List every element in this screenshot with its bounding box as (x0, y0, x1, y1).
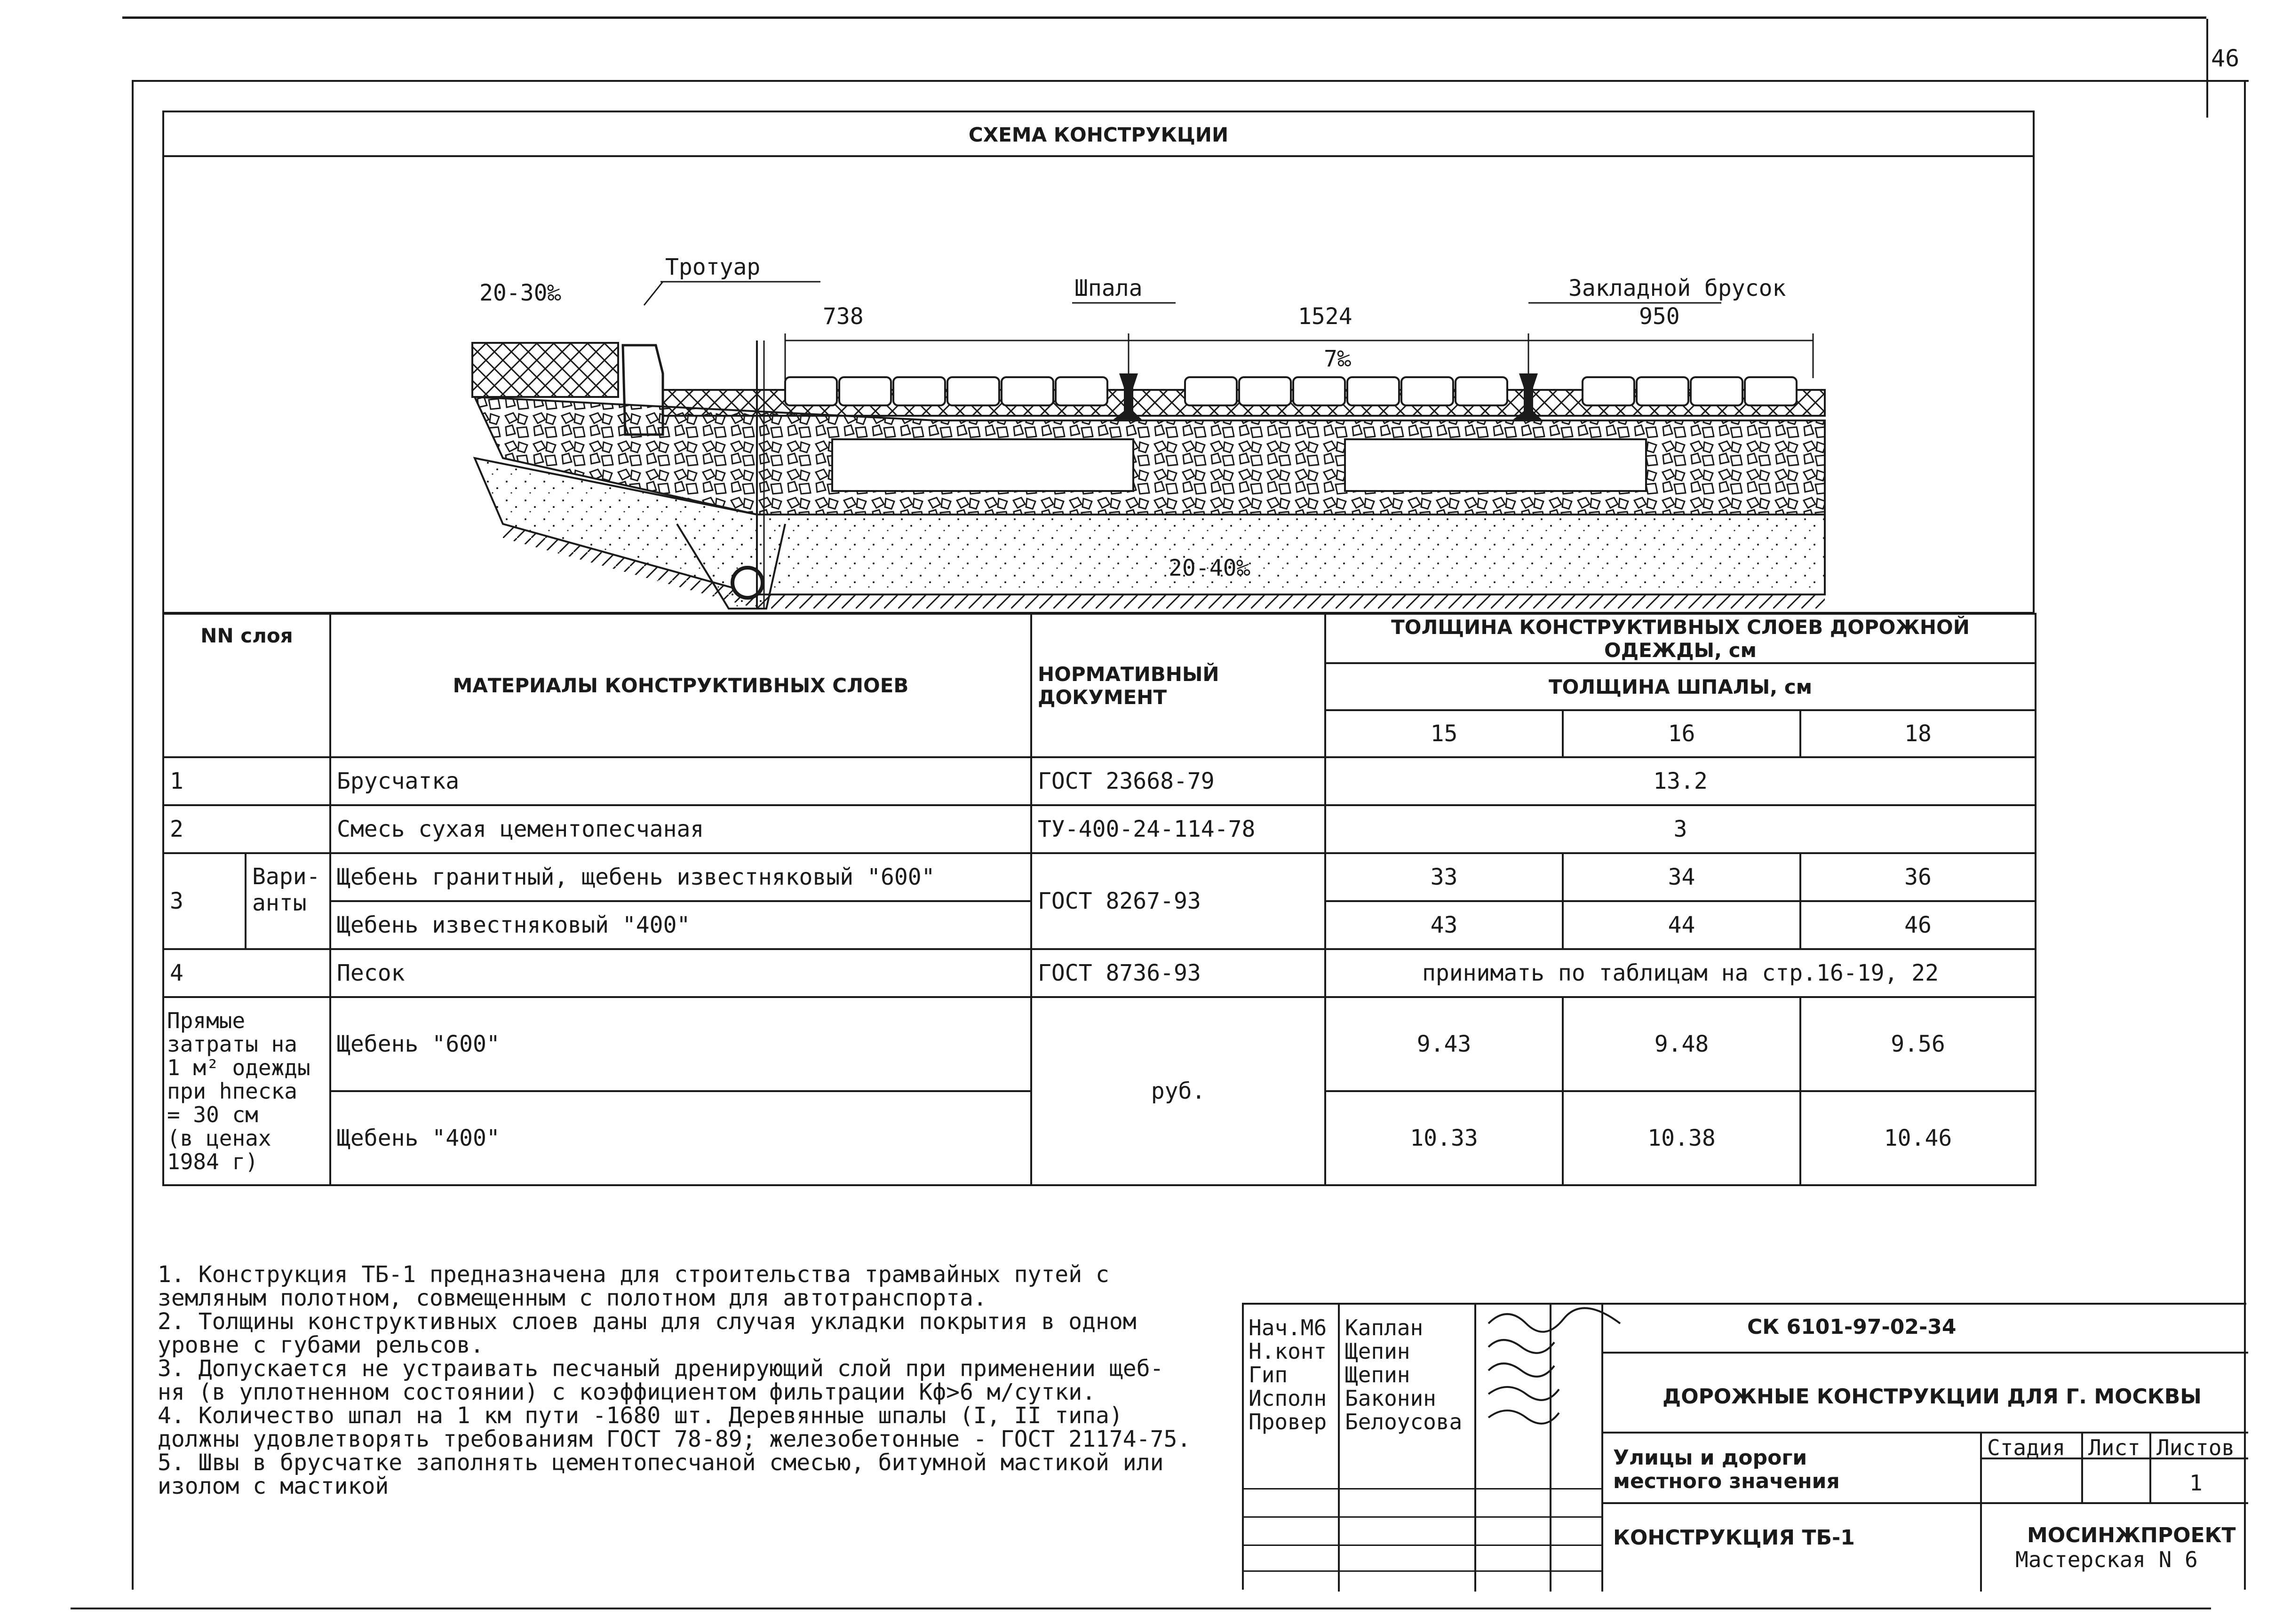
layer-material: Щебень известняковый "400" (330, 901, 1031, 949)
layer-doc: ГОСТ 8736-93 (1031, 949, 1325, 997)
note-line: должны удовлетворять требованиям ГОСТ 78-89; железобетонные - ГОСТ 21174-75. (158, 1426, 1191, 1452)
person-name: Каплан (1345, 1315, 1424, 1340)
table-row (163, 805, 2036, 853)
sidewalk-slope-label: 20-30‰ (479, 280, 561, 306)
frame-top-line (122, 16, 2206, 19)
thickness-15: 33 (1325, 853, 1563, 901)
header-15: 15 (1325, 710, 1563, 757)
cost-18: 10.46 (1800, 1091, 2036, 1185)
variants-label: Вари-анты (246, 853, 330, 949)
workshop-name: Мастерская N 6 (2015, 1547, 2198, 1572)
layer-thickness: принимать по таблицам на стр.16-19, 22 (1325, 949, 2036, 997)
stage-label: Стадия (1987, 1435, 2066, 1460)
note-line: 3. Допускается не устраивать песчаный дренирующий слой при применении щеб- (158, 1355, 1164, 1382)
slope-20-40-label: 20-40‰ (1169, 555, 1250, 581)
header-thickness-sleeper: ТОЛЩИНА ШПАЛЫ, см (1325, 663, 2036, 710)
layer-no: 4 (163, 949, 330, 997)
note-line: 4. Количество шпал на 1 км пути -1680 шт. Деревянные шпалы (I, II типа) (158, 1402, 1123, 1429)
subject-title: ДОРОЖНЫЕ КОНСТРУКЦИИ ДЛЯ Г. МОСКВЫ (1663, 1385, 2202, 1409)
header-thickness-layers: ТОЛЩИНА КОНСТРУКТИВНЫХ СЛОЕВ ДОРОЖНОЙ ОДЕЖДЫ, см (1325, 614, 2036, 663)
table-row (163, 853, 2036, 901)
table-row (163, 757, 2036, 805)
layer-material: Щебень гранитный, щебень известняковый "600" (330, 853, 1031, 901)
cost-18: 9.56 (1800, 997, 2036, 1091)
sheets-label: Листов (2156, 1435, 2235, 1460)
dimension-950: 950 (1639, 303, 1680, 330)
header-18: 18 (1800, 710, 2036, 757)
layer-doc: ГОСТ 23668-79 (1031, 757, 1325, 805)
note-line: 1. Конструкция ТБ-1 предназначена для строительства трамвайных путей с (158, 1261, 1109, 1288)
table-row (163, 997, 2036, 1091)
cross-section-drawing (164, 157, 2033, 612)
sleeper-label: Шпала (1074, 275, 1143, 301)
note-line: земляным полотном, совмещенным с полотном для автотранспорта. (158, 1285, 987, 1311)
schema-title: СХЕМА КОНСТРУКЦИИ (164, 112, 2033, 157)
frame-right-line (2206, 19, 2208, 118)
layer-thickness: 13.2 (1325, 757, 2036, 805)
note-line: 2. Толщины конструктивных слоев даны для случая укладки покрытия в одном (158, 1308, 1137, 1335)
thickness-18: 36 (1800, 853, 2036, 901)
thickness-16: 34 (1563, 853, 1800, 901)
header-16: 16 (1563, 710, 1800, 757)
cost-15: 10.33 (1325, 1091, 1563, 1185)
construction-name: КОНСТРУКЦИЯ ТБ-1 (1613, 1526, 1855, 1550)
cost-material: Щебень "600" (330, 997, 1031, 1091)
frame-bottom-line (71, 1608, 2211, 1609)
layer-no: 3 (163, 853, 246, 949)
header-layer-no: NN слоя (163, 614, 330, 757)
note-line: изолом с мастикой (158, 1473, 389, 1499)
person-name: Щепин (1345, 1339, 1410, 1364)
title-block (1242, 1303, 2246, 1590)
person-name: Белоусова (1345, 1409, 1463, 1434)
person-name: Баконин (1345, 1386, 1436, 1411)
note-line: уровне с губами рельсов. (158, 1332, 484, 1358)
cost-material: Щебень "400" (330, 1091, 1031, 1185)
cost-label: Прямые затраты на 1 м² одежды при hпеска = 30 см (в ценах 1984 г) (163, 997, 330, 1185)
cost-unit: руб. (1031, 997, 1325, 1185)
organization-name: МОСИНЖПРОЕКТ (2027, 1523, 2236, 1547)
sidewalk-label: Тротуар (665, 254, 761, 280)
thickness-16: 44 (1563, 901, 1800, 949)
role-label: Н.конт (1249, 1339, 1327, 1364)
frame-inner-top-line (132, 80, 2249, 82)
header-norm-doc: НОРМАТИВНЫЙ ДОКУМЕНТ (1031, 614, 1325, 757)
layer-no: 2 (163, 805, 330, 853)
section-line-1: Улицы и дороги (1613, 1446, 1807, 1470)
slope-7-label: 7‰ (1324, 346, 1351, 372)
role-label: Нач.М6 (1249, 1315, 1327, 1340)
person-name: Щепин (1345, 1362, 1410, 1387)
signatures (1479, 1305, 1658, 1432)
construction-schema (162, 111, 2035, 614)
cost-16: 9.48 (1563, 997, 1800, 1091)
frame-left-line (132, 80, 134, 1590)
layer-doc: ГОСТ 8267-93 (1031, 853, 1325, 949)
embedded-bar-label: Закладной брусок (1568, 275, 1786, 301)
notes (158, 1263, 1240, 1498)
layer-thickness: 3 (1325, 805, 2036, 853)
thickness-18: 46 (1800, 901, 2036, 949)
sheet-number: 46 (2211, 45, 2240, 72)
note-line: ня (в уплотненном состоянии) с коэффициентом фильтрации Кф>6 м/сутки. (158, 1379, 1096, 1405)
section-line-2: местного значения (1613, 1469, 1840, 1493)
dimension-1524: 1524 (1298, 303, 1352, 330)
thickness-15: 43 (1325, 901, 1563, 949)
header-materials: МАТЕРИАЛЫ КОНСТРУКТИВНЫХ СЛОЕВ (330, 614, 1031, 757)
layer-material: Песок (330, 949, 1031, 997)
role-label: Исполн (1249, 1386, 1327, 1411)
layer-material: Смесь сухая цементопесчаная (330, 805, 1031, 853)
cost-16: 10.38 (1563, 1091, 1800, 1185)
layer-doc: ТУ-400-24-114-78 (1031, 805, 1325, 853)
role-label: Гип (1249, 1362, 1288, 1387)
cost-15: 9.43 (1325, 997, 1563, 1091)
sheet-label: Лист (2088, 1435, 2140, 1460)
layers-table (162, 613, 2036, 1186)
note-line: 5. Швы в брусчатке заполнять цементопесчаной смесью, битумной мастикой или (158, 1450, 1164, 1476)
dimension-738: 738 (823, 303, 864, 330)
role-label: Провер (1249, 1409, 1327, 1434)
document-code: СК 6101-97-02-34 (1747, 1315, 1957, 1339)
layer-material: Брусчатка (330, 757, 1031, 805)
table-row (163, 949, 2036, 997)
sheets-value: 1 (2189, 1470, 2203, 1496)
layer-no: 1 (163, 757, 330, 805)
